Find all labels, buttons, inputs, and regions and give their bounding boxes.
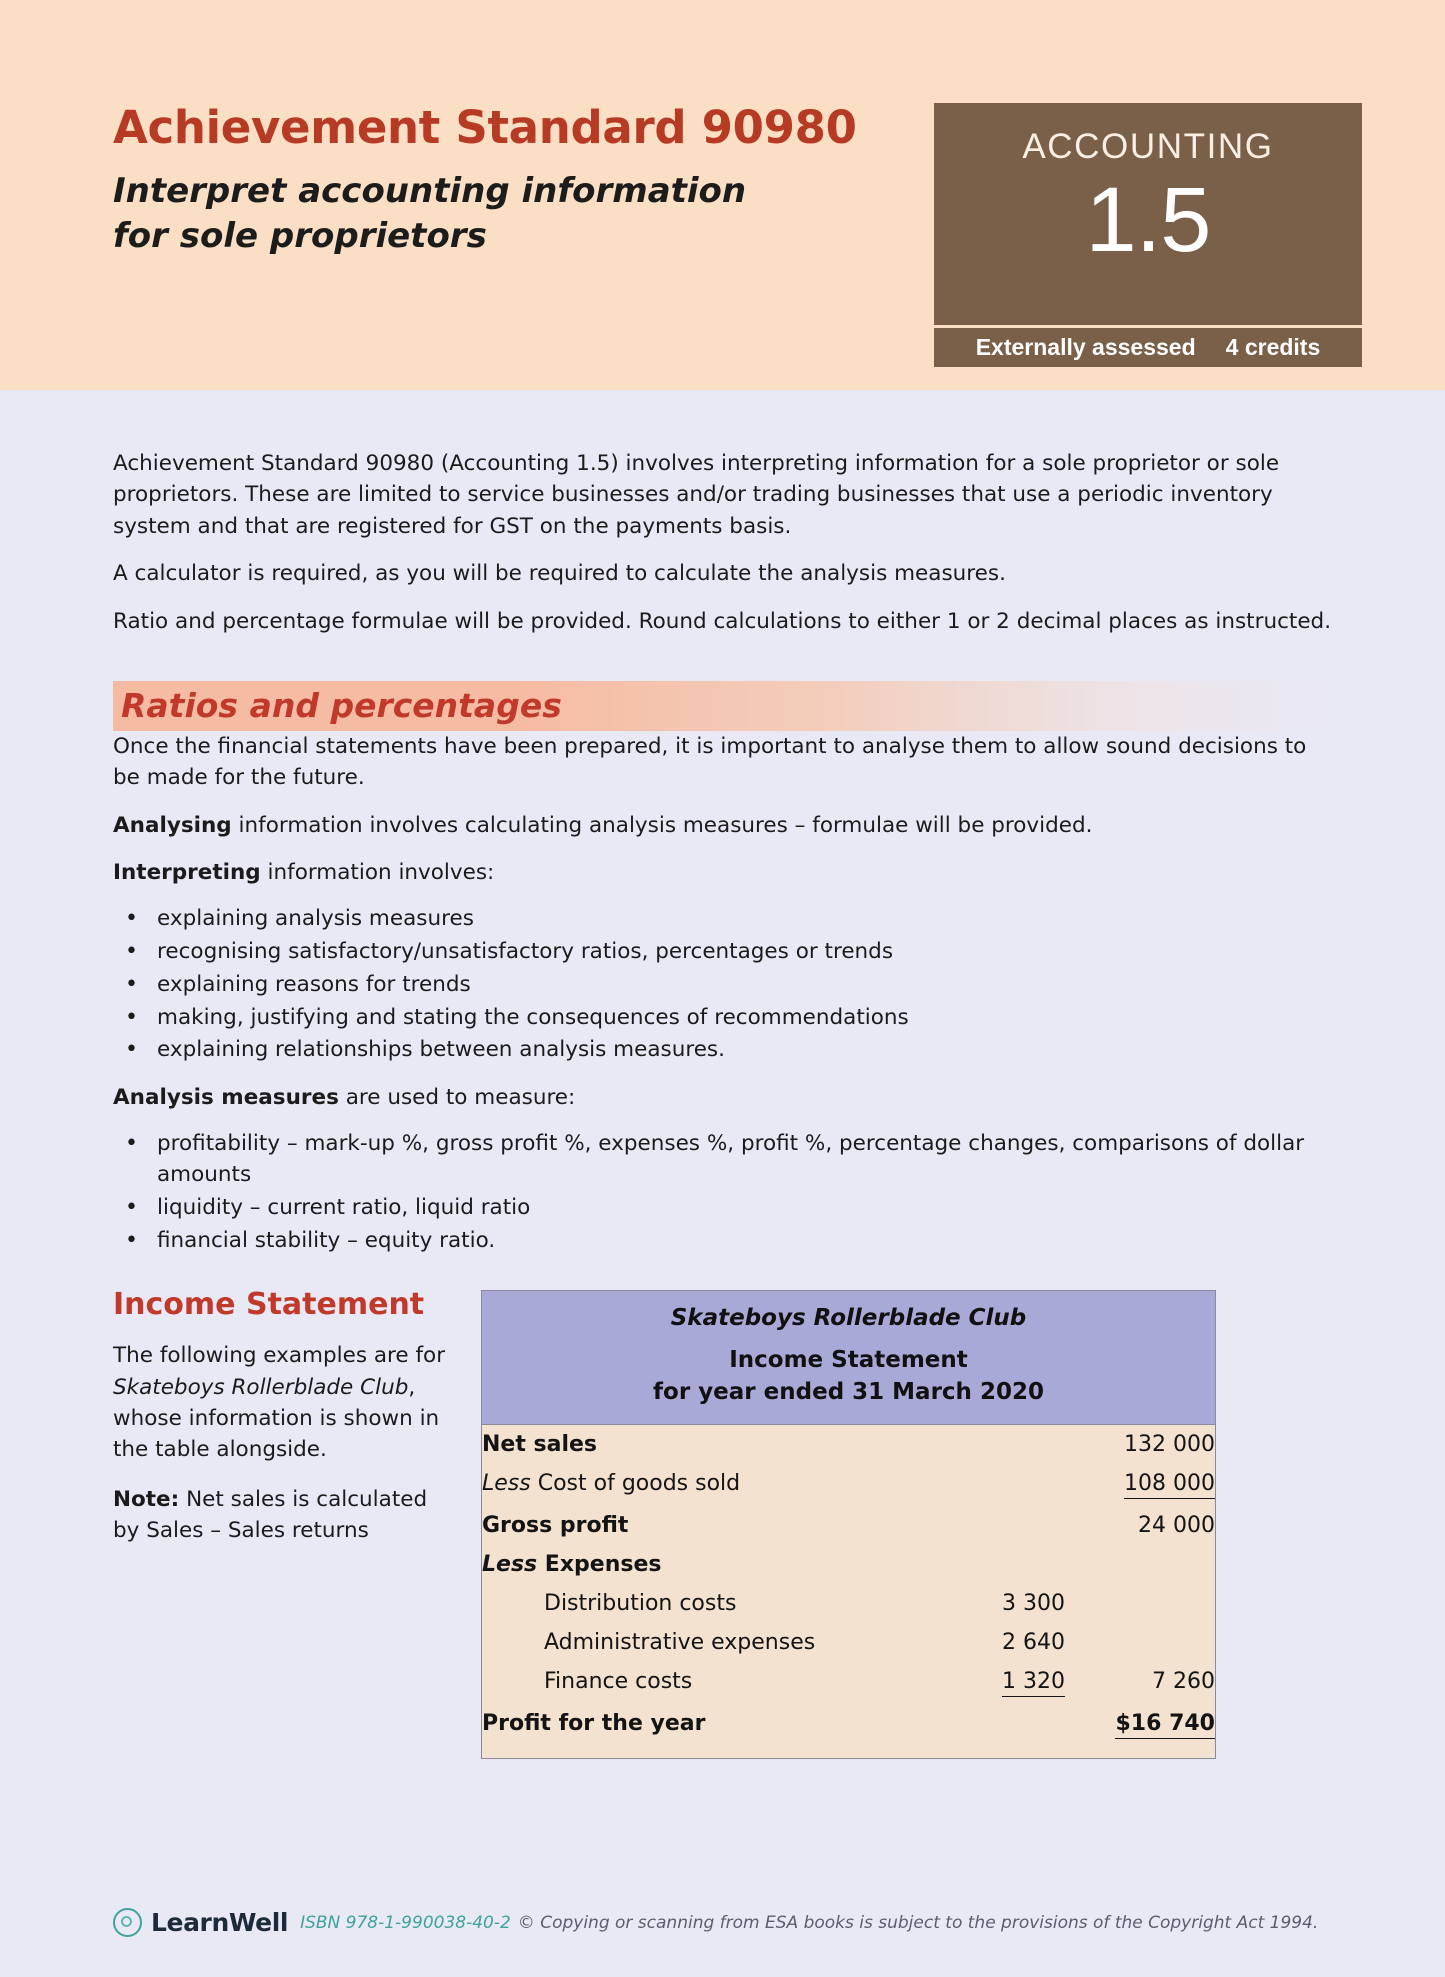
footer-copyright: © Copying or scanning from ESA books is subject to the provisions of the Copyright Act 1994. (517, 1912, 1319, 1933)
row-col1-value: 3 300 (1002, 1590, 1065, 1616)
page-header-band (0, 0, 1445, 390)
page-footer (113, 1908, 1363, 1937)
subject-badge (934, 103, 1362, 367)
analysing-paragraph (113, 810, 1335, 841)
analysing-text: information involves calculating analysis measures – formulae will be provided. (231, 812, 1093, 838)
table-row (482, 1623, 1215, 1662)
row-col1-value: 1 320 (1002, 1669, 1065, 1697)
row-col1 (905, 1464, 1065, 1506)
row-col2 (1065, 1584, 1215, 1623)
table-row (482, 1662, 1215, 1704)
row-col2 (1065, 1623, 1215, 1662)
footer-isbn: ISBN 978-1-990038-40-2 (300, 1912, 511, 1933)
row-label-text: Expenses (537, 1551, 662, 1577)
income-statement-intro (113, 1340, 459, 1466)
table-row (482, 1545, 1215, 1584)
income-statement-heading: Income Statement (113, 1287, 425, 1323)
list-item: • explaining analysis measures (113, 904, 1335, 935)
list-item: • liquidity – current ratio, liquid ratio (113, 1193, 1335, 1224)
analysis-measures-bullet-list (113, 1129, 1335, 1256)
subtitle-line-2: for sole proprietors (113, 216, 487, 257)
row-col1-value: 2 640 (1002, 1629, 1065, 1655)
intro-paragraph-3: Ratio and percentage formulae will be provided. Round calculations to either 1 or 2 decimal places as instructed. (113, 608, 1332, 634)
achievement-standard-subtitle (113, 169, 903, 259)
row-col1 (905, 1623, 1065, 1662)
badge-credits: 4 credits (1225, 334, 1321, 360)
interpreting-paragraph (113, 857, 1335, 888)
row-col2 (1065, 1662, 1215, 1704)
table-statement-title: Income Statement (729, 1347, 968, 1374)
row-label-prefix: Less (482, 1551, 538, 1577)
analysis-measures-label: Analysis measures (113, 1085, 339, 1111)
row-label: Distribution costs (544, 1590, 737, 1616)
row-col2 (1065, 1464, 1215, 1506)
note-text: Net sales is calculated by Sales – Sales returns (113, 1486, 428, 1544)
achievement-standard-title: Achievement Standard 90980 (113, 101, 857, 154)
table-row (482, 1584, 1215, 1623)
table-row (482, 1704, 1215, 1746)
intro-paragraph-1: Achievement Standard 90980 (Accounting 1.5) involves interpreting information for a sole proprietor or sole proprietors. These are limited to service businesses and/or trading businesses that use a periodic inventory system and that are registered for GST on the payments basis. (113, 451, 1280, 539)
financial-statement-table (481, 1290, 1216, 1759)
row-label: Gross profit (482, 1512, 629, 1538)
row-label-prefix: Less (482, 1470, 531, 1496)
list-item: • explaining reasons for trends (113, 970, 1335, 1001)
list-item: • explaining relationships between analysis measures. (113, 1035, 1335, 1066)
content-inner (113, 448, 1335, 1759)
interpreting-text: information involves: (260, 860, 495, 885)
analysing-label: Analysing (113, 812, 232, 838)
row-col1 (905, 1506, 1065, 1545)
income-statement-section (113, 1287, 1335, 1759)
row-col2-value: $16 740 (1115, 1711, 1215, 1739)
analysis-measures-paragraph (113, 1082, 1335, 1113)
row-label: Finance costs (544, 1668, 693, 1694)
row-col1 (905, 1545, 1065, 1584)
list-item: • recognising satisfactory/unsatisfactory ratios, percentages or trends (113, 937, 1335, 968)
table-row (482, 1425, 1215, 1464)
intro-text-part-1: The following examples are for (113, 1343, 446, 1369)
row-col1 (905, 1704, 1065, 1746)
row-label (482, 1464, 905, 1506)
table-row (482, 1464, 1215, 1506)
table-club-name: Skateboys Rollerblade Club (670, 1305, 1027, 1332)
table-bottom-spacer (482, 1746, 1215, 1758)
list-item: • making, justifying and stating the consequences of recommendations (113, 1003, 1335, 1034)
badge-standard-number: 1.5 (1085, 169, 1211, 271)
row-col1 (905, 1425, 1065, 1464)
business-name: Skateboys Rollerblade Club (113, 1374, 409, 1400)
subtitle-line-1: Interpret accounting information (113, 171, 747, 212)
badge-subject-label: ACCOUNTING (1022, 127, 1274, 166)
row-col2 (1065, 1704, 1215, 1746)
row-label-text: Cost of goods sold (530, 1470, 741, 1496)
row-label (482, 1545, 905, 1584)
income-statement-note (113, 1484, 459, 1547)
badge-assessment-type: Externally assessed (975, 334, 1196, 360)
row-col2 (1065, 1506, 1215, 1545)
badge-assessment-bar (934, 325, 1362, 367)
row-col2-value: 24 000 (1138, 1512, 1215, 1538)
row-label: Net sales (482, 1431, 598, 1457)
learnwell-brand-name: LearnWell (151, 1908, 289, 1937)
row-col1 (905, 1584, 1065, 1623)
row-col1 (905, 1662, 1065, 1704)
section-heading-label: Ratios and percentages (121, 686, 562, 726)
list-item: • financial stability – equity ratio. (113, 1226, 1335, 1257)
row-label: Profit for the year (482, 1710, 706, 1736)
intro-text-part-2: , whose information is shown in the table alongside. (113, 1374, 440, 1463)
row-col2-value: 7 260 (1152, 1668, 1215, 1694)
learnwell-spiral-icon (113, 1908, 142, 1937)
income-statement-notes (113, 1287, 481, 1564)
table-row (482, 1506, 1215, 1545)
row-col2 (1065, 1545, 1215, 1584)
income-statement-figures (482, 1425, 1215, 1746)
interpreting-label: Interpreting (113, 860, 261, 885)
table-period: for year ended 31 March 2020 (653, 1378, 1044, 1405)
note-label: Note: (113, 1486, 180, 1512)
analysis-measures-text: are used to measure: (338, 1085, 576, 1111)
interpreting-bullet-list (113, 904, 1335, 1066)
intro-paragraph-2: A calculator is required, as you will be required to calculate the analysis measures. (113, 561, 1006, 587)
header-title-block (113, 101, 903, 259)
row-col2 (1065, 1425, 1215, 1464)
row-col2-value: 132 000 (1124, 1431, 1215, 1457)
section-paragraph-1: Once the financial statements have been prepared, it is important to analyse them to allow sound decisions to be made for the future. (113, 733, 1307, 791)
page-content (0, 390, 1445, 1759)
row-col2-value: 108 000 (1124, 1471, 1215, 1499)
financial-table-header (482, 1291, 1215, 1425)
row-label: Administrative expenses (544, 1629, 816, 1655)
subject-badge-main (934, 103, 1362, 325)
list-item: • profitability – mark-up %, gross profit %, expenses %, profit %, percentage changes, comparisons of dollar amounts (113, 1129, 1335, 1190)
section-heading-ratios (113, 681, 1335, 731)
